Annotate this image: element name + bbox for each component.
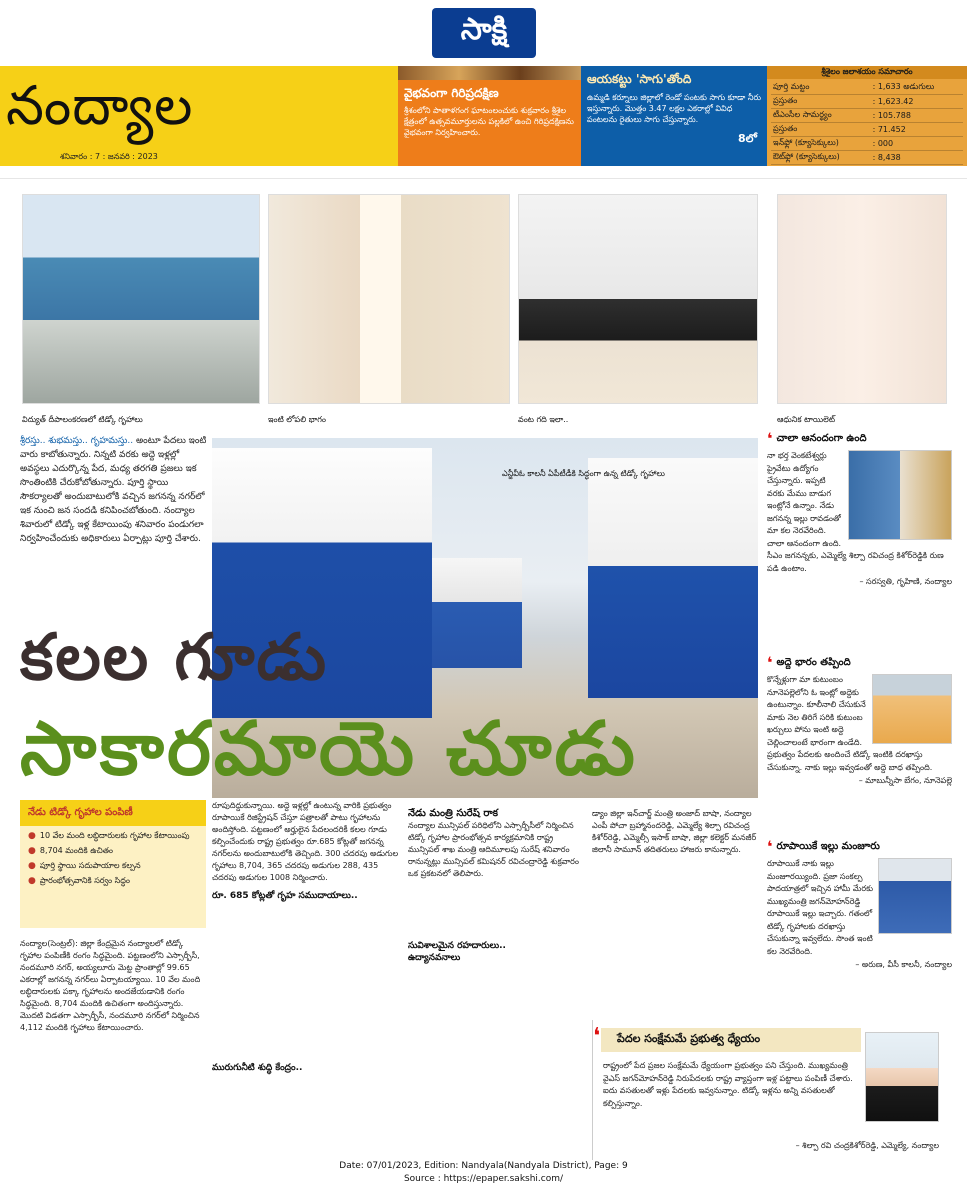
testimonial-title: అద్దె భారం తప్పింది	[776, 657, 851, 668]
row-label: ప్రస్తుతం	[771, 123, 871, 137]
teaser-photo	[398, 66, 581, 80]
row-label: టీఎంసీల సామర్థ్యం	[771, 109, 871, 123]
article-text: డ్యాం జిల్లా ఇన్‌చార్జ్ మంత్రి అంజాద్ బాషా, నంద్యాల ఎంపీ పోచా బ్రహ్మానందరెడ్డి, ఎమ్మెల్యే శిల్పా రవిచంద్ర కిశోర్‌రెడ్డి, ఎమ్మెల్సీ ఇసాక్ బాషా, జిల్లా కలెక్టర్ మనజీర్ జిలానీ సామూన్ తదితరులు హాజరు కానున్నారు.	[592, 809, 757, 854]
quote-mark-icon: ❛	[593, 1024, 601, 1049]
section-heading: సువిశాలమైన రహదారులు..	[408, 941, 506, 951]
teaser-title: ఆయకట్టు 'సాగు'తోంది	[587, 72, 692, 86]
page-footer	[0, 1160, 967, 1186]
bullet-icon: ●	[28, 846, 36, 856]
row-value: : 000	[871, 137, 963, 151]
row-value: : 71.452	[871, 123, 963, 137]
bullet-icon: ●	[28, 876, 36, 886]
highlights-list	[20, 826, 206, 894]
testimonial-heading	[767, 653, 952, 672]
testimonial-text: కొన్నేళ్లుగా మా కుటుంబం నూనెపల్లెలోని ఓ ఇంట్లో అద్దెకు ఉంటున్నాం. కూలీనాలి చేసుకునే మాకు నెల తిరిగే సరికి కుటుంబ ఖర్చులు పోను ఇంటి అద్దె చెల్లించాలంటే భారంగా ఉండేది. ప్రభుత్వం పేదలకు అందించే టిడ్కో ఇంటికి దరఖాస్తు చేసుకున్నా. నాకు ఇల్లు ఇవ్వడంతో అద్దె బాధ తప్పింది.	[767, 675, 933, 772]
row-label: ఇన్‌ఫ్లో (క్యూసెక్కులు)	[771, 137, 871, 151]
quote-signature: – శిల్పా రవి చంద్రకిశోర్‌రెడ్డి, ఎమ్మెల్యే, నంద్యాల	[795, 1141, 939, 1150]
photo-toilet[interactable]	[777, 194, 947, 404]
edition-block	[0, 66, 398, 166]
quote-mark-icon: ❛	[767, 837, 773, 856]
quote-title: పేదల సంక్షేమమే ప్రభుత్వ ధ్యేయం	[601, 1028, 861, 1052]
bullet-text: పూర్తి స్థాయి సదుపాయాల కల్పన	[39, 861, 141, 870]
building-right	[588, 458, 758, 698]
table-row	[771, 123, 963, 137]
article-text: నంద్యాల(సెంట్రల్): జిల్లా కేంద్రమైన నంద్యాలలో టిడ్కో గృహాల పంపిణీకి రంగం సిద్ధమైంది. పట్టణంలోని ఎస్సార్బీసీ, నందమూరి నగర్, అయ్యలూరు మెట్ట ప్రాంతాల్లో 99.65 ఎకరాల్లో జగనన్న నగర్‌లు ఏర్పాటయ్యాయి. 10 వేల మంది లబ్ధిదారులకు పక్కా గృహాలను అందజేయడానికి రంగం సిద్ధమైంది. 8,704 మందికి ఉచితంగా అందిస్తున్నారు. మొదటి విడతగా ఎస్సార్బీసీ, నందమూరి నగర్‌లో నిర్మించిన 4,112 మందికి గృహాలు కేటాయించారు.	[20, 939, 201, 1032]
list-item	[28, 830, 198, 842]
photo-caption: వంట గది ఇలా..	[518, 415, 569, 424]
testimonial-text: రూపాయికే నాకు ఇల్లు మంజూరయ్యింది. ప్రజా సంకల్ప పాదయాత్రలో ఇచ్చిన హామీ మేరకు ముఖ్యమంత్రి జగన్‌మోహన్‌రెడ్డి రూపాయికే ఇల్లు ఇచ్చారు. గతంలో టిడ్కో గృహాలకు దరఖాస్తు చేసుకున్నా ఇవ్వలేదు. సొంత ఇంటి కల నెరవేరింది.	[767, 859, 874, 956]
headline-line-2: సాకారమాయె చూడు	[20, 706, 638, 792]
reservoir-info-box	[767, 66, 967, 166]
table-row	[771, 109, 963, 123]
highlights-title: నేడు టిడ్కో గృహాల పంపిణీ	[20, 800, 206, 826]
testimonial-signature: – సరస్వతి, గృహిణి, నంద్యాల	[859, 577, 952, 586]
row-label: పూర్తి మట్టం	[771, 81, 871, 95]
photo-callout: ఎన్జీవీఓ కాలనీ ఏపీటీడీకి సిద్ధంగా ఉన్న టిడ్కో గృహాలు	[502, 469, 665, 478]
testimonial-2	[767, 653, 952, 787]
table-row	[771, 81, 963, 95]
article-text: రూపుదిద్దుకున్నాయి. అద్దె ఇళ్లల్లో ఉంటున్న వారికి ప్రభుత్వం రూపాయికే రిజిస్ట్రేషన్ చేస్తూ పత్రాలతో పాటు గృహాలను అందిస్తోంది. పట్టణంలో అర్హులైన పేదలందరికీ కలల గూడు కల్పించేందుకు రాష్ట్ర ప్రభుత్వం రూ.685 కోట్లతో జగనన్న నగర్‌లను అందుబాటులోకి తెచ్చింది. 300 చదరపు అడుగుల గృహాలు 8,704, 365 చదరపు అడుగుల 288, 435 చదరపు అడుగుల 1008 నిర్మించారు.	[212, 801, 399, 882]
table-row	[771, 151, 963, 165]
testimonial-text: నా భర్త వెంకటేశ్వర్లు ప్రైవేటు ఉద్యోగం చేస్తున్నారు. ఇప్పటి వరకు మేము బాడుగ ఇంట్లోనే ఉన్నాం. నేడు జగనన్న ఇల్లు రావడంతో మా కల నెరవేరింది. చాలా ఆనందంగా ఉంది. సీఎం జగనన్నకు, ఎమ్మెల్యే శిల్పా రవిచంద్ర కిశోర్‌రెడ్డికి రుణ పడి ఉంటాం.	[767, 451, 944, 573]
headline-line-1: కలల గూడు	[20, 621, 329, 695]
article-text: నంద్యాల మున్సిపల్ పరిధిలోని ఎస్సార్బీసీలో నిర్మించిన టిడ్కో గృహాల ప్రారంభోత్సవ కార్యక్రమానికి రాష్ట్ర మున్సిపల్ శాఖ మంత్రి ఆదిమూలపు సురేష్ శనివారం రానున్నట్లు మున్సిపల్ కమిషనర్ రవిచంద్రారెడ్డి శుక్రవారం ఒక ప్రకటనలో తెలిపారు.	[408, 821, 579, 878]
bullet-text: 10 వేల మంది లబ్ధిదారులకు గృహాల కేటాయింపు	[39, 831, 190, 840]
quote-mark-icon: ❛	[767, 653, 773, 672]
section-heading: ఉద్యానవనాలు	[408, 953, 461, 963]
testimonial-photo	[848, 450, 952, 540]
edition-banner	[0, 66, 967, 166]
table-row	[771, 95, 963, 109]
testimonial-photo	[872, 674, 952, 744]
divider	[0, 178, 967, 179]
section-heading: మురుగునీటి శుద్ధి కేంద్రం..	[212, 1063, 303, 1073]
sakshi-logo[interactable]: సాక్షి	[432, 8, 536, 58]
intro-kicker: శ్రీరస్తు.. శుభమస్తు.. గృహమస్తు..	[20, 436, 134, 446]
quote-mark-icon: ❛	[767, 429, 773, 448]
photo-caption: ఇంటి లోపలి భాగం	[268, 415, 326, 424]
row-label: ప్రస్తుతం	[771, 95, 871, 109]
table-row	[771, 137, 963, 151]
testimonial-photo	[878, 858, 952, 934]
teaser-text: ఉమ్మడి కర్నూలు జిల్లాలో రెండో పంటకు సాగు కూడా నీరు ఇస్తున్నారు. మొత్తం 3.47 లక్షల ఎకరాల్లో వివిధ పంటలను రైతులు సాగు చేస్తున్నారు.	[587, 93, 762, 124]
edition-name: నంద్యాల	[6, 74, 194, 137]
list-item	[28, 860, 198, 872]
footer-date-line: Date: 07/01/2023, Edition: Nandyala(Nandyala District), Page: 9	[339, 1161, 628, 1171]
testimonial-heading	[767, 837, 952, 856]
intro-text: అంటూ పేదలు ఇంటి వారు కాబోతున్నారు. నిన్నటి వరకు అద్దె ఇళ్లల్లో అవస్థలు ఎదుర్కొన్న పేద, మధ్య తరగతి ప్రజలు ఇక సొంతింటికి చేరుకోబోతున్నారు. పూర్తి స్థాయి సౌకర్యాలతో అందుబాటులోకి వచ్చిన జగనన్న నగర్‌లో ఇక నుంచి జన సందడి కనిపించబోతుంది. నంద్యాల శివారులో టిడ్కో ఇళ్ల కేటాయింపు శనివారం పండుగలా నిర్వహించేందుకు అధికారులు ఏర్పాట్లు పూర్తి చేశారు.	[20, 436, 207, 544]
list-item	[28, 875, 198, 887]
teaser-giripradakshina[interactable]	[398, 66, 581, 166]
building-middle	[432, 558, 522, 668]
article-col-3	[408, 808, 586, 1152]
reservoir-table	[771, 81, 963, 165]
highlights-box	[20, 800, 206, 928]
photo-caption: ఆధునిక టాయిలెట్	[777, 415, 836, 424]
reservoir-title: శ్రీశైలం జలాశయం సమాచారం	[767, 66, 967, 79]
section-heading: నేడు మంత్రి సురేష్ రాక	[408, 808, 498, 819]
mla-photo	[865, 1032, 939, 1122]
edition-date: శనివారం : 7 : జనవరి : 2023	[60, 152, 158, 161]
photo-strip	[0, 194, 967, 424]
intro-paragraph	[20, 434, 210, 546]
bullet-text: 8,704 మందికి ఉచితం	[39, 846, 113, 855]
photo-tidco-lights[interactable]	[22, 194, 260, 404]
photo-caption: విద్యుత్ దీపాలంకరణలో టిడ్కో గృహాలు	[22, 415, 143, 424]
testimonial-signature: – మాబున్నీసా బేగం, నూనెపల్లె	[858, 776, 952, 785]
testimonial-signature: – అరుణ, వీసీ కాలనీ, నంద్యాల	[855, 960, 952, 969]
teaser-page-ref: 8లో	[738, 132, 757, 145]
testimonial-title: చాలా ఆనందంగా ఉంది	[776, 433, 867, 444]
article-col-1	[20, 938, 206, 1154]
mla-quote-box	[592, 1020, 949, 1160]
testimonial-3	[767, 837, 952, 971]
row-value: : 1,633 అడుగులు	[871, 81, 963, 95]
row-value: : 8,438	[871, 151, 963, 165]
testimonial-1	[767, 429, 952, 588]
masthead	[0, 0, 967, 66]
section-heading: రూ. 685 కోట్లతో గృహ సముదాయాలు..	[212, 891, 358, 901]
testimonial-sidebar	[767, 429, 967, 969]
article-col-2	[212, 800, 402, 1152]
row-label: ఔట్‌ఫ్లో (క్యూసెక్కులు)	[771, 151, 871, 165]
testimonial-title: రూపాయికే ఇల్లు మంజూరు	[776, 841, 880, 852]
teaser-text: శ్రీశంలోని పాతాళగంగ ఘాటంలంచుకు శుక్రవారం శ్రీశైల క్షేత్రంలో ఉత్సవమూర్తులను పల్లకిలో ఉంచి గిరిప్రదక్షిణను వైభవంగా నిర్వహించారు.	[404, 106, 574, 137]
bullet-text: ప్రారంభోత్సవానికి సర్వం సిద్ధం	[39, 876, 130, 885]
photo-kitchen[interactable]	[518, 194, 758, 404]
teaser-title: వైభవంగా గిరిప్రదక్షిణ	[404, 86, 499, 100]
testimonial-heading	[767, 429, 952, 448]
photo-interior[interactable]	[268, 194, 510, 404]
row-value: : 105.788	[871, 109, 963, 123]
list-item	[28, 845, 198, 857]
teaser-ayakattu[interactable]	[581, 66, 767, 166]
footer-source-link[interactable]: Source : https://epaper.sakshi.com/	[403, 1174, 564, 1184]
row-value: : 1,623.42	[871, 95, 963, 109]
article-col-4	[592, 808, 762, 1008]
bullet-icon: ●	[28, 831, 36, 841]
bullet-icon: ●	[28, 861, 36, 871]
quote-text: రాష్ట్రంలో పేద ప్రజల సంక్షేమమే ధ్యేయంగా ప్రభుత్వం పని చేస్తుంది. ముఖ్యమంత్రి వైఎస్ జగన్‌మోహన్‌రెడ్డి నిరుపేదలకు రాష్ట్ర వ్యాప్తంగా ఇళ్ల పట్టాలు పంపిణీ చేశారు. ఐదు వసతులతో ఇళ్లు పేదలకు ఇవ్వనున్నాం. టిడ్కో ఇళ్లను అన్ని వసతులతో కల్పిస్తున్నాం.	[603, 1061, 853, 1108]
